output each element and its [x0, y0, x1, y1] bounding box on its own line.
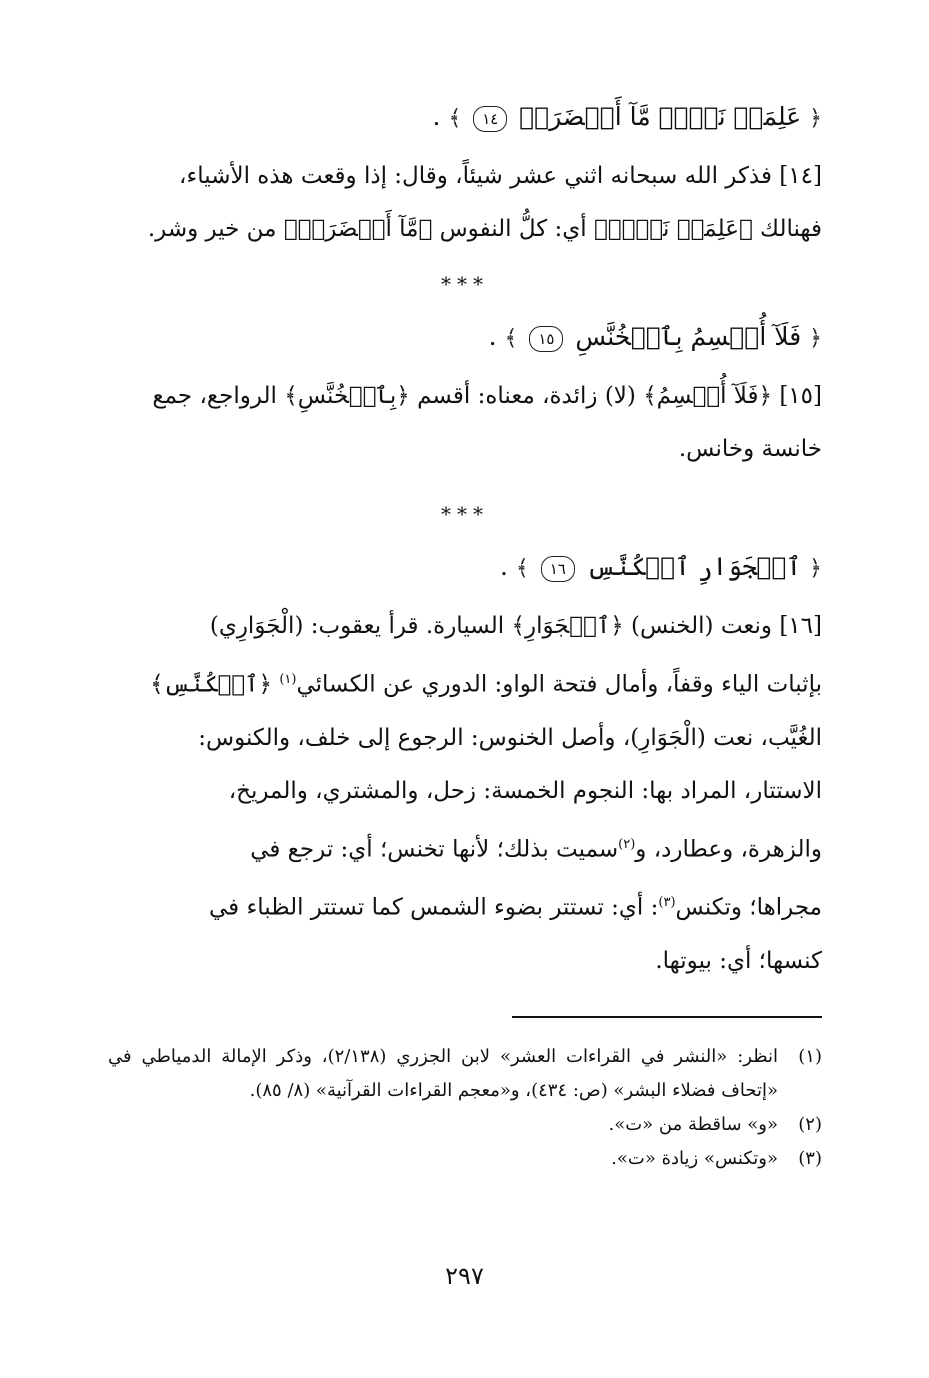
commentary-line: الاستتار، المراد بها: النجوم الخمسة: زحل، والمشتري، والمريخ،: [228, 777, 822, 804]
footnote-1: [108, 1040, 822, 1108]
ornate-bracket-close: ﴾: [448, 106, 462, 131]
footnote-ref[interactable]: (١): [279, 672, 297, 687]
ayah-end: .: [488, 322, 497, 351]
verse-number-badge: ١٤: [473, 106, 507, 132]
footnote-number: (٣): [798, 1147, 822, 1169]
page-number: ٢٩٧: [445, 1262, 484, 1290]
verse-number-badge: ١٦: [541, 556, 575, 582]
commentary-line: الغُيَّب، نعت (الْجَوَارِ)، وأصل الخنوس: الرجوع إلى خلف، والكنوس:: [198, 724, 822, 751]
ayah-text: فَلَآ أُقۡسِمُ بِٱلۡخُنَّسِ: [575, 322, 802, 351]
ayah-16: [108, 542, 822, 594]
ornate-bracket-open: ﴿: [809, 326, 822, 351]
commentary-line: خانسة وخانس.: [678, 436, 822, 462]
commentary-line: [١٤] فذكر الله سبحانه اثني عشر شيئاً، وقال: إذا وقعت هذه الأشياء،: [179, 163, 822, 189]
page-body: [108, 92, 822, 1176]
footnote-text: «و» ساقطة من «ت».: [608, 1113, 778, 1135]
ornate-bracket-close: ﴾: [515, 556, 529, 581]
footnote-2: [108, 1108, 822, 1142]
commentary-line: [١٦] ونعت (الخنس) ﴿ٱلۡجَوَارِ﴾ السيارة. قرأ يعقوب: (الْجَوَارِي): [209, 613, 822, 639]
footnote-text: «وتكنس» زيادة «ت».: [611, 1147, 778, 1169]
footnote-ref[interactable]: (٣): [658, 895, 676, 911]
footnote-text: انظر: «النشر في القراءات العشر» لابن الجزري (٢/١٣٨)، وذكر الإمالة الدمياطي في «إتحاف فضلاء البشر» (ص: ٤٣٤)، و«معجم القراءات القرآنية» (٨/ ٨٥).: [108, 1045, 778, 1101]
footnote-3: [108, 1142, 822, 1176]
commentary-line: والزهرة، وعطارد، و: [635, 836, 822, 863]
section-divider-stars: ***: [441, 272, 489, 296]
commentary-line: كنسها؛ أي: بيوتها.: [655, 947, 822, 974]
ayah-end: .: [432, 102, 441, 131]
commentary-line: ﴿ٱلۡكُنَّسِ﴾: [150, 671, 280, 698]
verse-number-badge: ١٥: [529, 326, 563, 352]
commentary-15: [108, 370, 822, 476]
commentary-14: [108, 150, 822, 256]
footnote-ref[interactable]: (٢): [618, 836, 636, 852]
ornate-bracket-open: ﴿: [809, 106, 822, 131]
section-divider-stars: ***: [441, 502, 489, 526]
ayah-14: [108, 92, 822, 144]
footnote-number: (٢): [798, 1113, 822, 1135]
commentary-line: فهنالك ﴿عَلِمَتۡ نَفۡسٞ﴾ أي: كلُّ النفوس ﴿مَّآ أَحۡضَرَتۡ﴾ من خير وشر.: [147, 216, 822, 242]
ayah-text: ٱلۡجَوَارِ ٱلۡكُنَّسِ: [586, 552, 802, 581]
ayah-end: .: [500, 552, 508, 581]
commentary-line: [١٥] ﴿فَلَآ أُقۡسِمُ﴾ (لا) زائدة، معناه: أقسم ﴿بِٱلۡخُنَّسِ﴾ الرواجع، جمع: [152, 383, 822, 409]
ornate-bracket-open: ﴿: [809, 556, 822, 581]
footnote-separator: [512, 1016, 822, 1018]
commentary-line: مجراها؛ وتكنس: [675, 894, 822, 921]
commentary-line: بإثبات الياء وقفاً، وأمال فتحة الواو: الدوري عن الكسائي: [296, 671, 822, 698]
ornate-bracket-close: ﴾: [504, 326, 518, 351]
ayah-15: [108, 312, 822, 364]
footnote-number: (١): [798, 1045, 822, 1067]
ayah-text: عَلِمَتۡ نَفۡسٞ مَّآ أَحۡضَرَتۡ: [519, 102, 802, 131]
commentary-line: : أي: تستتر بضوء الشمس كما تستتر الظباء في: [208, 894, 659, 921]
commentary-16: [108, 600, 822, 988]
commentary-line: سميت بذلك؛ لأنها تخنس؛ أي: ترجع في: [250, 836, 619, 863]
